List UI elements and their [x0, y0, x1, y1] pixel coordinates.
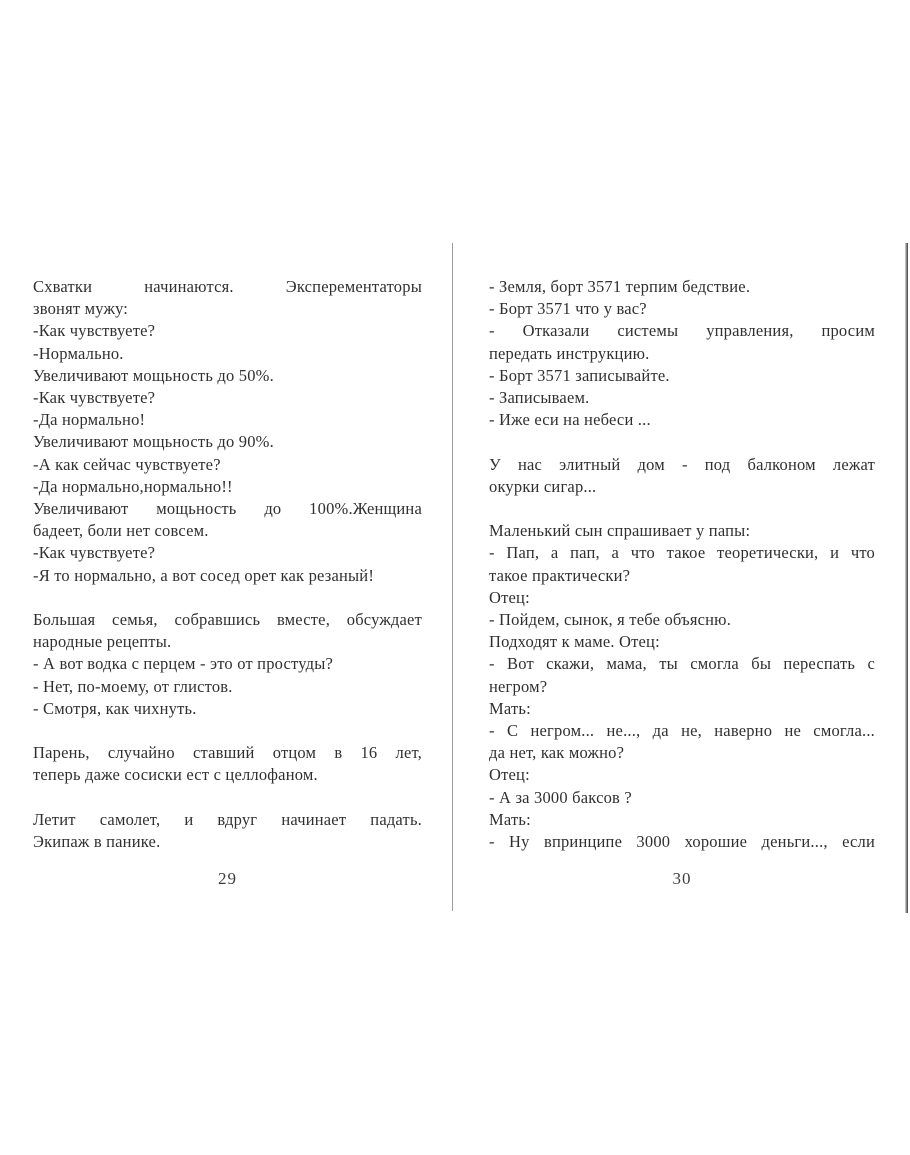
text-line: -Нормально. — [33, 343, 124, 363]
page-left — [33, 276, 422, 890]
text-line: Мать: — [489, 698, 531, 718]
text-line: -Да нормально! — [33, 410, 146, 430]
text-line: - Отказали системы управления, просим — [489, 321, 875, 341]
joke-paragraph — [33, 276, 422, 587]
text-line: -Как чувствуете? — [33, 321, 156, 341]
text-line: негром? — [489, 676, 548, 696]
text-line: - Смотря, как чихнуть. — [33, 698, 197, 718]
text-line: Экипаж в панике. — [33, 832, 161, 852]
page-right-text — [489, 276, 875, 853]
text-line: - Иже еси на небеси ... — [489, 410, 651, 430]
text-line: - Ну впринципе 3000 хорошие деньги..., если — [489, 832, 875, 852]
joke-paragraph — [33, 742, 422, 786]
text-line: -А как сейчас чувствуете? — [33, 454, 221, 474]
text-line: Отец: — [489, 765, 530, 785]
text-line: - Вот скажи, мама, ты смогла бы переспать с — [489, 654, 875, 674]
text-line: Маленький сын спрашивает у папы: — [489, 521, 751, 541]
text-line: Мать: — [489, 809, 531, 829]
text-line: -Как чувствуете? — [33, 543, 156, 563]
joke-paragraph — [33, 809, 422, 853]
text-line: - Нет, по-моему, от глистов. — [33, 676, 233, 696]
text-line: народные рецепты. — [33, 632, 172, 652]
text-line: У нас элитный дом - под балконом лежат — [489, 454, 875, 474]
text-line: Увеличивают мощьность до 100%.Женщина — [33, 499, 422, 519]
joke-paragraph — [489, 520, 875, 853]
text-line: передать инструкцию. — [489, 343, 650, 363]
page-left-text — [33, 276, 422, 853]
text-line: да нет, как можно? — [489, 743, 625, 763]
page-right — [489, 276, 875, 890]
text-line: - Пап, а пап, а что такое теоретически, и что — [489, 543, 875, 563]
center-page-divider — [452, 243, 453, 911]
text-line: -Я то нормально, а вот сосед орет как резаный! — [33, 565, 375, 585]
page-number-right: 30 — [672, 869, 692, 889]
text-line: - С негром... не..., да не, наверно не смогла... — [489, 721, 875, 741]
text-line: - Записываем. — [489, 388, 590, 408]
text-line: -Как чувствуете? — [33, 388, 156, 408]
joke-paragraph — [33, 609, 422, 720]
text-line: - А за 3000 баксов ? — [489, 787, 632, 807]
text-line: - Борт 3571 что у вас? — [489, 299, 647, 319]
text-line: Летит самолет, и вдруг начинает падать. — [33, 809, 422, 829]
text-line: Парень, случайно ставший отцом в 16 лет, — [33, 743, 422, 763]
text-line: - Борт 3571 записывайте. — [489, 365, 670, 385]
text-line: -Да нормально,нормально!! — [33, 476, 233, 496]
right-page-edge-line — [905, 243, 908, 913]
text-line: звонят мужу: — [33, 299, 129, 319]
joke-paragraph — [489, 454, 875, 498]
text-line: - А вот водка с перцем - это от простуды? — [33, 654, 334, 674]
page-number-left: 29 — [218, 869, 237, 889]
joke-paragraph — [489, 276, 875, 431]
text-line: - Земля, борт 3571 терпим бедствие. — [489, 277, 751, 296]
text-line: окурки сигар... — [489, 476, 597, 496]
text-line: Отец: — [489, 587, 530, 607]
text-line: бадеет, боли нет совсем. — [33, 521, 209, 541]
text-line: Подходят к маме. Отец: — [489, 632, 660, 652]
text-line: Увеличивают мощьность до 90%. — [33, 432, 274, 452]
text-line: теперь даже сосиски ест с целлофаном. — [33, 765, 318, 785]
text-line: такое практически? — [489, 565, 631, 585]
text-line: Схватки начинаются. Эксперементаторы — [33, 277, 422, 296]
text-line: - Пойдем, сынок, я тебе объясню. — [489, 610, 732, 630]
text-line: Большая семья, собравшись вместе, обсуждает — [33, 610, 422, 630]
text-line: Увеличивают мощьность до 50%. — [33, 365, 274, 385]
